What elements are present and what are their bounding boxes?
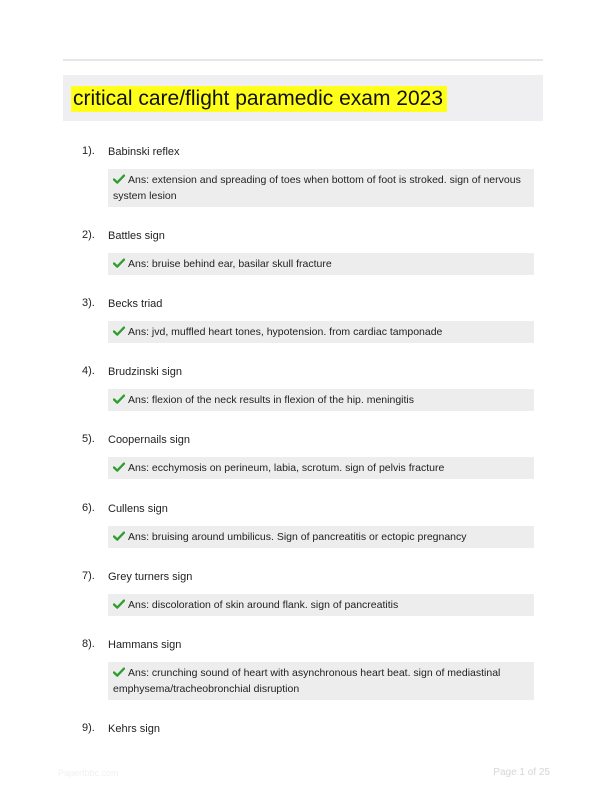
page-number: Page 1 of 25 xyxy=(493,767,550,778)
answer-box xyxy=(108,457,534,479)
answer-box xyxy=(108,526,534,548)
item-term: Cullens sign xyxy=(108,503,168,515)
checkmark-icon xyxy=(113,326,125,336)
item-number: 4). xyxy=(82,365,95,377)
answer-box xyxy=(108,389,534,411)
answer-text: Ans: jvd, muffled heart tones, hypotension. from cardiac tamponade xyxy=(128,326,443,338)
checkmark-icon xyxy=(113,258,125,268)
footer-watermark: Papertbbc.com xyxy=(58,768,119,778)
item-number: 8). xyxy=(82,638,95,650)
answer-text: Ans: bruising around umbilicus. Sign of pancreatitis or ectopic pregnancy xyxy=(128,531,467,543)
item-term: Battles sign xyxy=(108,230,165,242)
answer-box xyxy=(108,594,534,616)
item-term: Hammans sign xyxy=(108,639,182,651)
item-number: 5). xyxy=(82,433,95,445)
answer-text: Ans: ecchymosis on perineum, labia, scrotum. sign of pelvis fracture xyxy=(128,462,445,474)
answer-box xyxy=(108,253,534,275)
answer-text: Ans: extension and spreading of toes when bottom of foot is stroked. sign of nervous system lesion xyxy=(113,174,521,202)
checkmark-icon xyxy=(113,394,125,404)
title-band xyxy=(63,75,543,121)
answer-text: Ans: bruise behind ear, basilar skull fracture xyxy=(128,258,332,270)
page-title: critical care/flight paramedic exam 2023 xyxy=(71,86,447,112)
checkmark-icon xyxy=(113,462,125,472)
checkmark-icon xyxy=(113,599,125,609)
item-term: Kehrs sign xyxy=(108,723,160,735)
item-term: Babinski reflex xyxy=(108,146,180,158)
item-number: 7). xyxy=(82,570,95,582)
answer-box xyxy=(108,662,534,700)
answer-box xyxy=(108,321,534,343)
item-term: Becks triad xyxy=(108,298,163,310)
item-term: Grey turners sign xyxy=(108,571,193,583)
checkmark-icon xyxy=(113,174,125,184)
item-term: Brudzinski sign xyxy=(108,366,182,378)
answer-text: Ans: flexion of the neck results in flexion of the hip. meningitis xyxy=(128,394,414,406)
item-number: 1). xyxy=(82,145,95,157)
item-number: 9). xyxy=(82,722,95,734)
answer-box xyxy=(108,169,534,207)
answer-text: Ans: crunching sound of heart with asynchronous heart beat. sign of mediastinal emphysema/tracheobronchial disruption xyxy=(113,667,501,695)
checkmark-icon xyxy=(113,667,125,677)
item-number: 2). xyxy=(82,229,95,241)
answer-text: Ans: discoloration of skin around flank. sign of pancreatitis xyxy=(128,599,399,611)
item-term: Coopernails sign xyxy=(108,434,190,446)
checkmark-icon xyxy=(113,531,125,541)
top-divider xyxy=(63,59,543,61)
item-number: 6). xyxy=(82,502,95,514)
item-number: 3). xyxy=(82,297,95,309)
